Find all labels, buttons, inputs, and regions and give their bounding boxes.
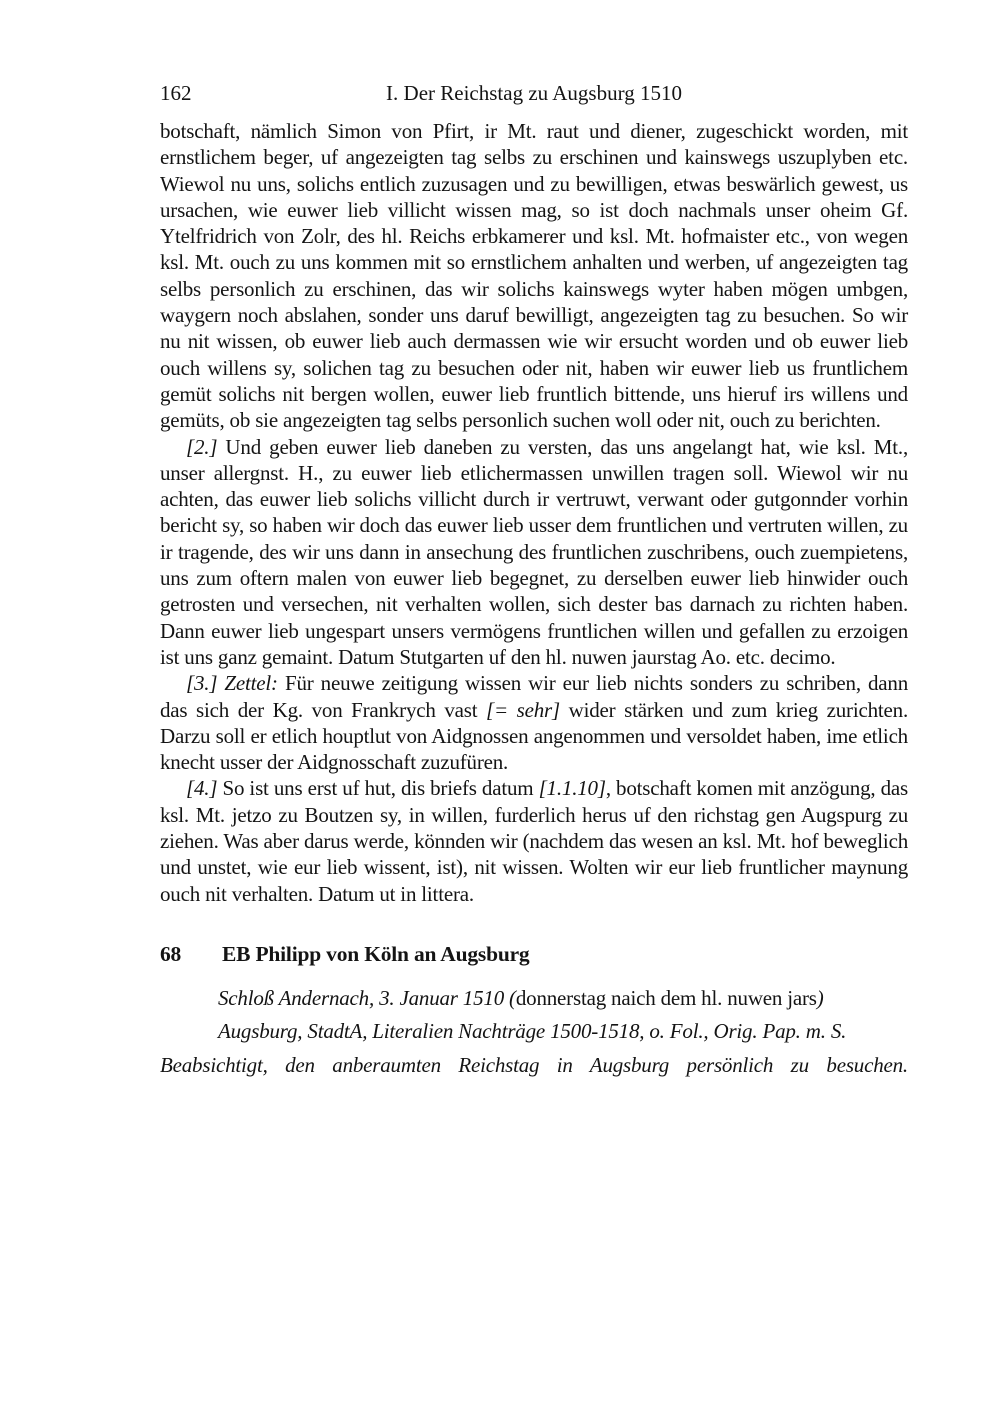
entry-dateline: Schloß Andernach, 3. Januar 1510 (donnerstag naich dem hl. nuwen jars)	[218, 985, 824, 1010]
entry-source-text: Augsburg, StadtA, Literalien Nachträge 1500-1518, o. Fol., Orig. Pap. m. S.	[218, 1019, 847, 1044]
letter-paragraph-1: botschaft, nämlich Simon von Pfirt, ir Mt. raut und diener, zugeschickt worden, mit ernstlichem beger, uf angezeigten tag selbs zu erschinen und kainswegs uszuplyben etc. Wiewol nu uns, solichs entlich zuzusagen und zu bewilligen, etwas beswärlich gewest, us ursachen, wie euwer lieb villicht wissen mag, so ist doch nachmals unser oheim Gf. Ytelfridrich von Zolr, des hl. Reichs erbkamerer und ksl. Mt. hofmaister etc., von wegen ksl. Mt. ouch zu uns kommen mit so ernstlichem anhalten und werben, uf angezeigten tag selbs personlich zu erschinen, das wir solichs kainswegs wyter haben mögen umbgen, waygern noch abslahen, sonder uns daruf bewilligt, angezeigten tag zu besuchen. So wir nu nit wissen, ob euwer lieb auch dermassen wie wir ersucht worden und ob euwer lieb ouch willens sy, solichen tag zu besuchen oder nit, haben wir euwer lieb us fruntlichem gemüt solichs nit bergen wollen, euwer lieb fruntlich bittende, uns hieruf irs willens und gemüts, ob sie angezeigten tag selbs personlich suchen woll oder nit, ouch zu berichten.	[160, 119, 908, 433]
letter-paragraph-2: [2.] Und geben euwer lieb daneben zu versten, das uns angelangt hat, wie ksl. Mt., unser allergnst. H., zu euwer lieb etlichermassen unwillen tragen soll. Wiewol wir nu achten, das euwer lieb solichs villicht durch ir vertruwt, verwant oder gutgonnder vorhin bericht sy, so haben wir doch das euwer lieb usser dem fruntlichen und vertruten willen, zu ir tragende, des wir uns dann in ansechung des fruntlichen zuschribens, ouch zuempietens, uns zum oftern malen von euwer lieb begegnet, zu derselben euwer lieb hinwider ouch getrosten und versechen, nit verhalten wollen, sich dester bas darnach zu richten haben. Dann euwer lieb ungespart unsers vermögens fruntlichen willen und gefallen zu erzoigen ist uns ganz gemaint. Datum Stutgarten uf den hl. nuwen jaurstag Ao. etc. decimo.	[160, 434, 908, 669]
entry-number: 68	[160, 941, 182, 966]
entry-summary-text: Beabsichtigt, den anberaumten Reichstag in Augsburg persönlich zu besuchen.	[160, 1052, 908, 1077]
entry-68	[160, 941, 908, 1079]
text-column	[160, 80, 908, 1078]
running-head	[160, 80, 908, 106]
entry-title: EB Philipp von Köln an Augsburg	[222, 941, 530, 966]
page-number: 162	[160, 81, 192, 105]
running-header-title: I. Der Reichstag zu Augsburg 1510	[386, 81, 682, 105]
entry-source	[160, 1018, 908, 1045]
letter-paragraph-3: [3.] Zettel: Für neuwe zeitigung wissen wir eur lieb nichts sonders zu schriben, dann das sich der Kg. von Frankrych vast [= sehr] wider stärken und zum krieg zurichten. Darzu soll er etlich houptlut von Aidgnossen angenommen und versoldet haben, ime etlich knecht usser der Aidgnosschaft zuzufüren.	[160, 671, 909, 775]
entry-summary	[160, 1052, 908, 1079]
letter-text	[160, 118, 908, 907]
letter-paragraph-4: [4.] So ist uns erst uf hut, dis briefs datum [1.1.10], botschaft komen mit anzögung, das ksl. Mt. jetzo zu Boutzen sy, in willen, furderlich herus uf den richstag gen Augspurg zu ziehen. Was aber darus werde, könnden wir (nachdem das wesen an ksl. Mt. hof beweglich und unstet, wie eur lieb wissent, ist), nit wissen. Wolten wir eur lieb fruntlicher maynung ouch nit verhalten. Datum ut in littera.	[160, 776, 908, 906]
entry-heading	[160, 941, 908, 968]
